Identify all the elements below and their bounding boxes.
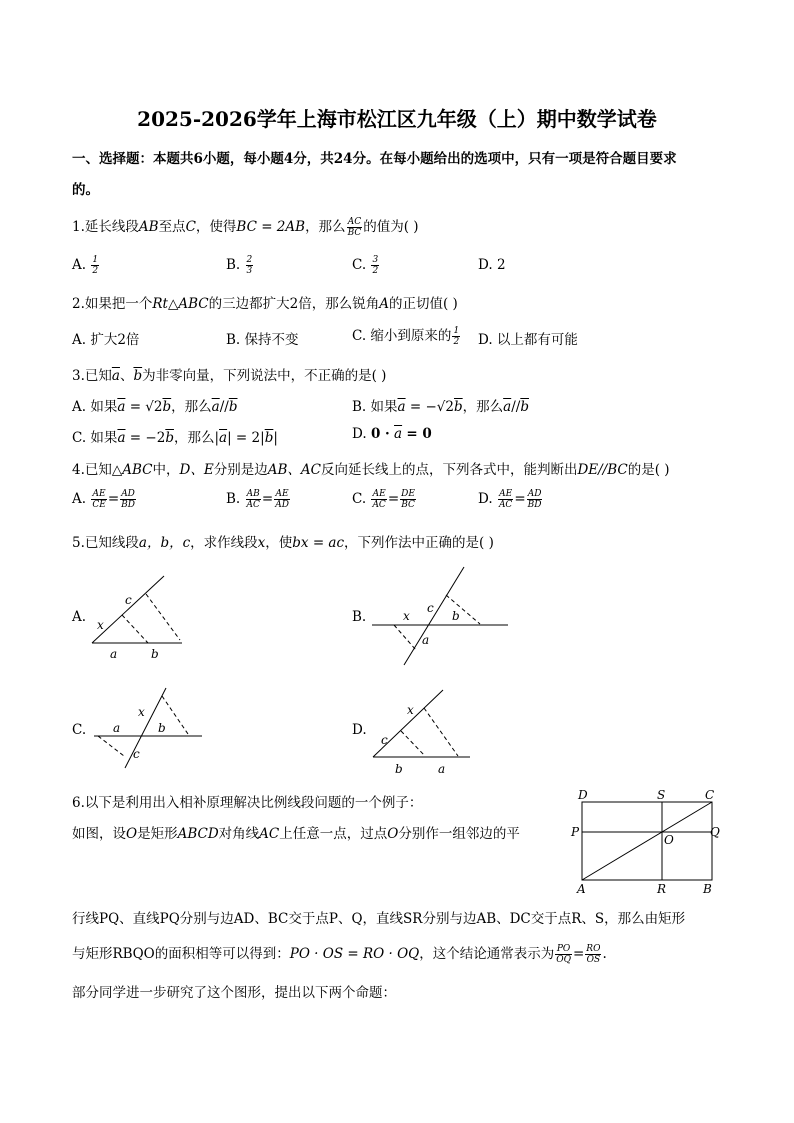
question-6-intro: 6.以下是利用出入相补原理解决比例线段问题的一个例子： <box>72 795 423 811</box>
q2-option-c: C. 缩小到原来的 $\frac{1}{2}$ <box>352 326 460 347</box>
fig-c-label-b: b <box>158 721 166 735</box>
fig-b-label-c: c <box>427 601 434 615</box>
fig6-label-s: S <box>657 788 666 802</box>
fig-d-label-b: b <box>395 762 403 776</box>
fig-a-label-b: b <box>151 647 159 660</box>
q4-option-c: C. $\frac{AE}{AC}$ = $\frac{DE}{BC}$ <box>352 489 415 510</box>
q5-option-c-label: C. <box>72 722 87 738</box>
fig-a-label-c: c <box>125 593 132 607</box>
q5-option-b-label: B. <box>352 609 367 625</box>
question-5-stem: 5.已知线段a，b，c，求作线段x，使bx = ac，下列作法中正确的是( ) <box>72 535 494 551</box>
q1-option-d: D. 2 <box>478 257 506 273</box>
fraction-ac-bc: $\frac{AC}{BC}$ <box>347 217 362 238</box>
q5-option-d-label: D. <box>352 722 367 738</box>
question-1-stem: 1.延长线段AB至点C，使得BC = 2AB，那么 $\frac{AC}{BC}$ 的值为( ) <box>72 217 419 238</box>
question-6-line2: 如图，设O是矩形ABCD对角线AC上任意一点，过点O分别作一组邻边的平 <box>72 826 520 842</box>
q6-rectangle-figure <box>566 786 726 898</box>
section-heading-line2: 的。 <box>72 182 99 198</box>
fig-c-label-x: x <box>138 705 145 719</box>
question-3-stem: 3.已知$\overline{a}$、$\overline{b}$为非零向量，下列说法中，不正确的是( ) <box>72 368 387 384</box>
q1-option-b: B. $\frac{2}{3}$ <box>226 255 253 276</box>
q2-option-d: D. 以上都有可能 <box>478 332 578 348</box>
q4-option-b: B. $\frac{AB}{AC}$ = $\frac{AE}{AD}$ <box>226 489 289 510</box>
fig-d-label-c: c <box>381 733 388 747</box>
question-6-line5: 部分同学进一步研究了这个图形，提出以下两个命题： <box>72 985 396 1001</box>
fig6-label-o: O <box>664 833 674 847</box>
q2-option-b: B. 保持不变 <box>226 332 299 348</box>
q4-option-d: D. $\frac{AE}{AC}$ = $\frac{AD}{BD}$ <box>478 489 542 510</box>
fig-c-label-c: c <box>133 747 140 761</box>
fig-b-label-a: a <box>422 633 430 647</box>
fig-d-label-x: x <box>407 703 414 717</box>
fig6-label-c: C <box>705 788 715 802</box>
q4-option-a: A. $\frac{AE}{CE}$ = $\frac{AD}{BD}$ <box>72 489 135 510</box>
q3-option-b: B. 如果$\overline{a} = -√2\overline{b}$，那么$\overline{a}//\overline{b}$ <box>352 399 529 415</box>
fig-b-label-x: x <box>403 609 410 623</box>
fig-c-label-a: a <box>113 721 121 735</box>
fig-d-label-a: a <box>438 762 446 776</box>
question-4-stem: 4.已知△ABC中，D、E分别是边AB、AC反向延长线上的点，下列各式中，能判断出DE//BC的是( ) <box>72 462 670 478</box>
q1-option-a: A. $\frac{1}{2}$ <box>72 255 99 276</box>
q5-option-a-label: A. <box>72 609 87 625</box>
q1-option-c: C. $\frac{3}{2}$ <box>352 255 379 276</box>
question-6-line3: 行线PQ、直线PQ分别与边AD、BC交于点P、Q，直线SR分别与边AB、DC交于点R、S，那么由矩形 <box>72 911 686 927</box>
q5-figure-a <box>88 570 188 660</box>
fig6-label-q: Q <box>710 825 720 839</box>
q5-figure-b <box>368 562 513 670</box>
fig-a-label-x: x <box>97 618 104 632</box>
section-heading-line1: 一、选择题：本题共6小题，每小题4分，共24分。在每小题给出的选项中，只有一项是符合题目要求 <box>72 151 677 167</box>
q5-figure-d <box>370 686 474 778</box>
page-title: 2025-2026学年上海市松江区九年级（上）期中数学试卷 <box>137 107 657 131</box>
q5-figure-c <box>90 686 206 772</box>
q3-option-c: C. 如果$\overline{a} = -2\overline{b}$，那么$|\overline{a}| = 2|\overline{b}|$ <box>72 430 278 446</box>
fig-b-label-b: b <box>452 609 460 623</box>
fig6-label-p: P <box>571 825 580 839</box>
fig6-label-b: B <box>703 882 712 896</box>
question-2-stem: 2.如果把一个Rt△ABC的三边都扩大2倍，那么锐角A的正切值( ) <box>72 296 458 312</box>
fig-a-label-a: a <box>110 647 118 660</box>
q2-option-a: A. 扩大2倍 <box>72 332 140 348</box>
fig6-label-d: D <box>578 788 588 802</box>
fig6-label-r: R <box>657 882 667 896</box>
question-6-line4: 与矩形RBQO的面积相等可以得到：PO · OS = RO · OQ，这个结论通常表示为 $\frac{PO}{OQ}$ = $\frac{RO}{OS}$ . <box>72 944 607 965</box>
fig6-label-a: A <box>577 882 586 896</box>
q3-option-d: D. $0 \cdot \overline{a} = 0$ <box>352 426 432 442</box>
q3-option-a: A. 如果$\overline{a} = √2\overline{b}$，那么$\overline{a}//\overline{b}$ <box>72 399 238 415</box>
